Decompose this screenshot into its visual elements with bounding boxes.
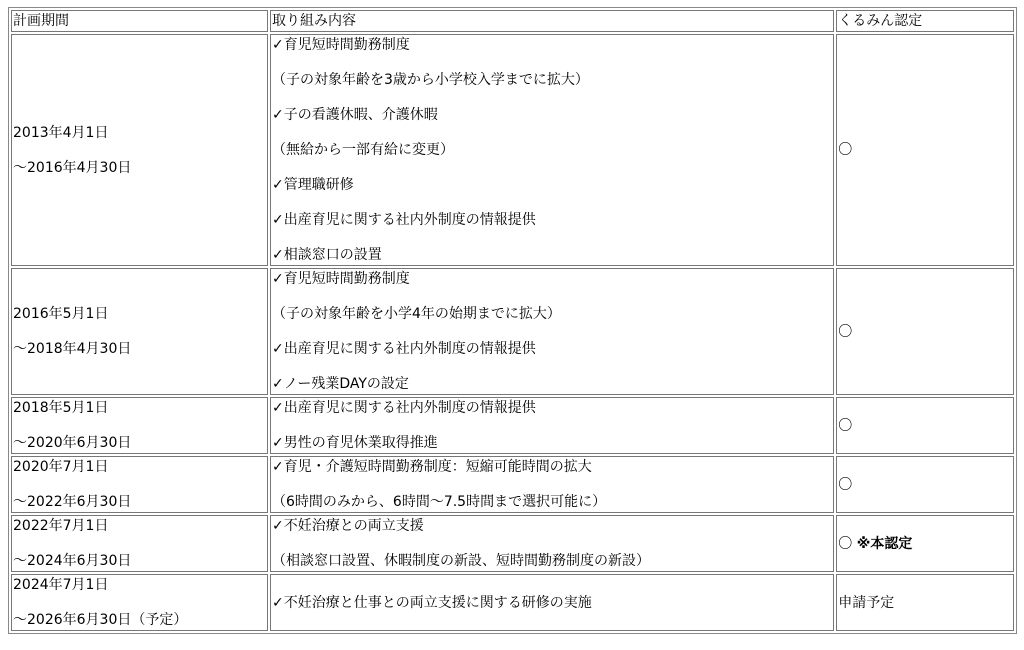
cert-status: 申請予定 — [838, 594, 895, 611]
content-item: ✓育児短時間勤務制度 — [272, 37, 410, 53]
content-item: （相談窓口設置、休暇制度の新設、短時間勤務制度の新設） — [272, 553, 651, 569]
period-end: ～2022年6月30日 — [13, 494, 132, 510]
period-start: 2013年4月1日 — [13, 124, 109, 141]
period-end: ～2018年4月30日 — [13, 341, 132, 357]
content-item: ✓男性の育児休業取得推進 — [272, 435, 438, 451]
cert-cell — [836, 268, 1014, 395]
period-start: 2024年7月1日 — [13, 577, 109, 593]
content-cell — [270, 515, 834, 572]
cert-cell — [836, 34, 1014, 266]
cert-cell — [836, 397, 1014, 454]
content-item: ✓出産育児に関する社内外制度の情報提供 — [272, 341, 536, 357]
period-start: 2018年5月1日 — [13, 400, 109, 416]
period-cell — [11, 397, 268, 454]
content-item: ✓不妊治療との両立支援 — [272, 518, 424, 534]
cert-mark: 〇 — [838, 535, 853, 552]
period-end: ～2020年6月30日 — [13, 435, 132, 451]
content-cell — [270, 574, 834, 631]
table-row — [11, 456, 1014, 513]
period-start: 2022年7月1日 — [13, 518, 109, 534]
period-cell — [11, 456, 268, 513]
header-row — [11, 10, 1014, 32]
period-cell — [11, 34, 268, 266]
period-end: ～2026年6月30日（予定） — [13, 612, 188, 628]
content-item: ✓出産育児に関する社内外制度の情報提供 — [272, 400, 536, 416]
period-start: 2020年7月1日 — [13, 459, 109, 475]
cert-mark: 〇 — [838, 417, 853, 434]
content-item: ✓育児・介護短時間勤務制度：短縮可能時間の拡大 — [272, 459, 592, 475]
period-cell — [11, 515, 268, 572]
period-cell — [11, 574, 268, 631]
cert-mark: 〇 — [838, 476, 853, 493]
content-cell — [270, 268, 834, 395]
content-item: ✓ノー残業DAYの設定 — [272, 376, 409, 392]
period-end: ～2016年4月30日 — [13, 159, 132, 176]
cert-cell — [836, 574, 1014, 631]
table-row — [11, 574, 1014, 631]
content-cell — [270, 456, 834, 513]
plan-table — [8, 7, 1017, 634]
content-item: ✓育児短時間勤務制度 — [272, 271, 410, 287]
header-period: 計画期間 — [11, 10, 268, 32]
content-item: （6時間のみから、6時間～7.5時間まで選択可能に） — [272, 494, 607, 510]
content-cell — [270, 397, 834, 454]
content-item: ✓不妊治療と仕事との両立支援に関する研修の実施 — [272, 594, 592, 611]
cert-cell — [836, 515, 1014, 572]
header-cert: くるみん認定 — [836, 10, 1014, 32]
period-start: 2016年5月1日 — [13, 306, 109, 322]
cert-cell — [836, 456, 1014, 513]
content-item: （無給から一部有給に変更） — [272, 142, 455, 158]
content-item: ✓出産育児に関する社内外制度の情報提供 — [272, 212, 536, 228]
content-item: ✓子の看護休暇、介護休暇 — [272, 107, 438, 123]
period-end: ～2024年6月30日 — [13, 553, 132, 569]
content-item: ✓管理職研修 — [272, 177, 354, 193]
content-item: ✓相談窓口の設置 — [272, 247, 382, 263]
cert-note: ※本認定 — [856, 535, 913, 552]
table-row — [11, 397, 1014, 454]
table-row — [11, 268, 1014, 395]
header-content: 取り組み内容 — [270, 10, 834, 32]
table-row — [11, 515, 1014, 572]
content-item: （子の対象年齢を小学4年の始期までに拡大） — [272, 306, 561, 322]
cert-mark: 〇 — [838, 142, 853, 158]
content-cell — [270, 34, 834, 266]
cert-mark: 〇 — [838, 323, 853, 340]
period-cell — [11, 268, 268, 395]
content-item: （子の対象年齢を3歳から小学校入学までに拡大） — [272, 72, 589, 88]
table-row — [11, 34, 1014, 266]
